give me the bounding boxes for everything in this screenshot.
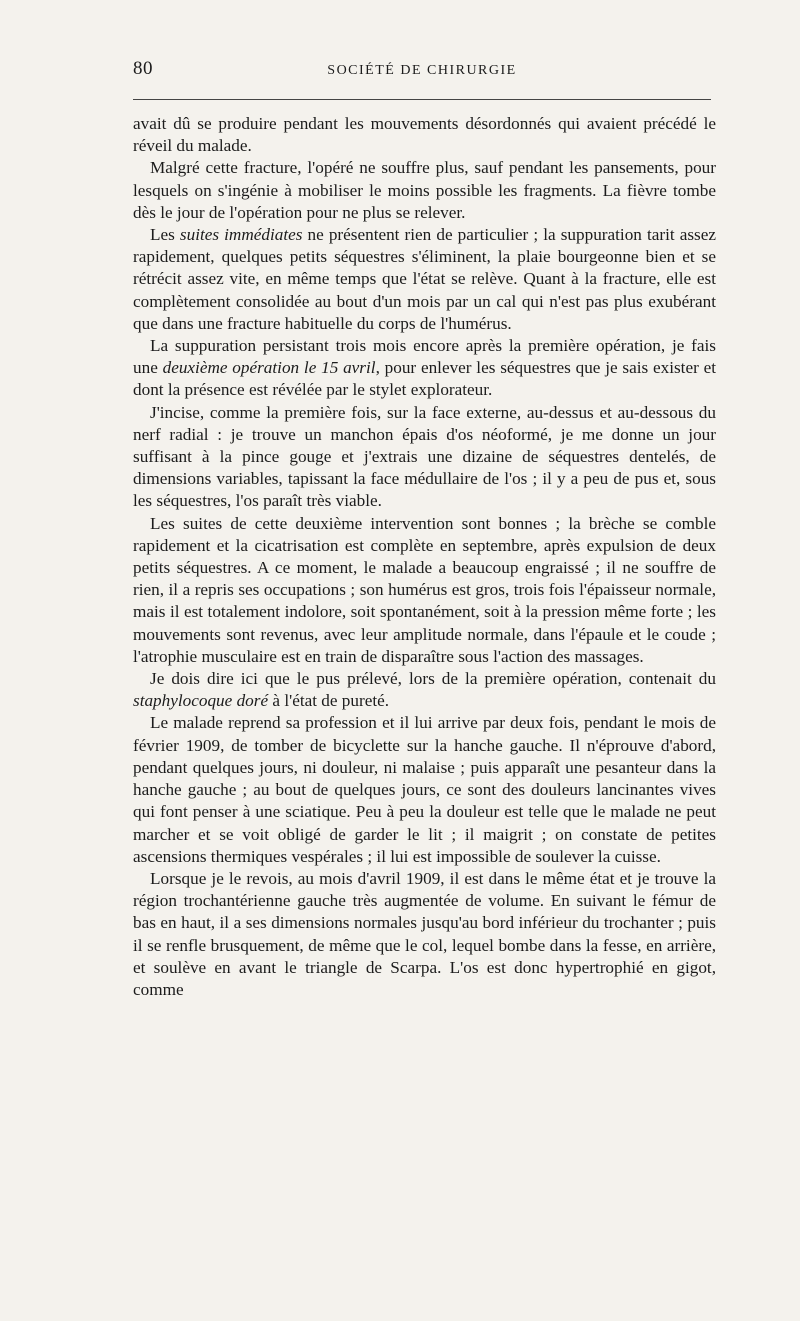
paragraph-text: à l'état de pureté. — [268, 691, 390, 711]
paragraph-text: , pour enlever les séquestres que je sais exister et dont la présence est révélée par le stylet explorateur. — [133, 358, 716, 400]
paragraph-text: Malgré cette fracture, l'opéré ne souffre plus, sauf pendant les pansements, pour lesquels on s'ingénie à mobiliser le moins possible les fragments. La fièvre tombe dès le jour de l'opération pour ne plus se relever. — [133, 158, 716, 222]
paragraph-text: La suppuration persistant trois mois encore après la première opération, je fais une — [133, 336, 716, 378]
page-header — [133, 58, 711, 88]
paragraph — [133, 868, 716, 1001]
paragraph — [133, 224, 716, 335]
paragraph-text: Les — [150, 225, 180, 245]
paragraph — [133, 668, 716, 712]
paragraph — [133, 712, 716, 867]
paragraph — [133, 513, 716, 668]
paragraph — [133, 113, 716, 157]
body-text — [133, 113, 716, 1001]
italic-term: suites immédiates — [179, 225, 303, 245]
paragraph — [133, 335, 716, 402]
paragraph — [133, 157, 716, 224]
running-title: SOCIÉTÉ DE CHIRURGIE — [327, 63, 517, 78]
paragraph — [133, 402, 716, 513]
paragraph-text: J'incise, comme la première fois, sur la face externe, au-dessus et au-dessous du nerf radial : je trouve un manchon épais d'os néoformé, je me donne un jour suffisant à la pince gouge et j'extrais une dizaine de séquestres dentelés, de dimensions variables, tapissant la face médullaire de l'os ; il y a peu de pus et, sous les séquestres, l'os paraît très viable. — [133, 402, 716, 511]
paragraph-text: ne présentent rien de particulier ; la suppuration tarit assez rapidement, quelques petits séquestres s'éliminent, la plaie bourgeonne bien et se rétrécit assez vite, en même temps que l'état se relève. Quant à la fracture, elle est complètement consolidée au bout d'un mois par un cal qui n'est pas plus exubérant que dans une fracture habituelle du corps de l'humérus. — [133, 225, 716, 333]
italic-term: staphylocoque doré — [133, 691, 269, 711]
page-number: 80 — [133, 58, 153, 79]
paragraph-text: Les suites de cette deuxième intervention sont bonnes ; la brèche se comble rapidement et la cicatrisation est complète en septembre, après expulsion de deux petits séquestres. A ce moment, le malade a beaucoup engraissé ; il ne souffre de rien, il a repris ses occupations ; son humérus est gros, trois fois l'épaisseur normale, mais il est totalement indolore, soit spontanément, soit à la pression même forte ; les mouvements sont revenus, avec leur amplitude normale, dans l'épaule et le coude ; l'atrophie musculaire est en train de disparaître sous l'action des massages. — [133, 513, 716, 666]
paragraph-text: Lorsque je le revois, au mois d'avril 1909, il est dans le même état et je trouve la région trochantérienne gauche très augmentée de volume. En suivant le fémur de bas en haut, il a ses dimensions normales jusqu'au bord inférieur du trochanter ; puis il se renfle brusquement, de même que le col, lequel bombe dans la fesse, en arrière, et soulève en avant le triangle de Scarpa. L'os est donc hypertrophié en gigot, comme — [133, 868, 716, 999]
paragraph-text: Je dois dire ici que le pus prélevé, lors de la première opération, contenait du — [150, 669, 716, 689]
header-rule — [133, 99, 711, 100]
paragraph-text: Le malade reprend sa profession et il lui arrive par deux fois, pendant le mois de février 1909, de tomber de bicyclette sur la hanche gauche. Il n'éprouve d'abord, pendant quelques jours, ni douleur, ni malaise ; puis apparaît une pesanteur dans la hanche gauche ; au bout de quelques jours, ce sont des douleurs lancinantes vives qui font penser à une sciatique. Peu à peu la douleur est telle que le malade ne peut marcher et se voit obligé de garder le lit ; il maigrit ; on constate de petites ascensions thermiques vespérales ; il lui est impossible de soulever la cuisse. — [133, 713, 716, 866]
paragraph-text: avait dû se produire pendant les mouvements désordonnés qui avaient précédé le réveil du malade. — [133, 114, 716, 156]
italic-term: deuxième opération le 15 avril — [162, 358, 376, 378]
